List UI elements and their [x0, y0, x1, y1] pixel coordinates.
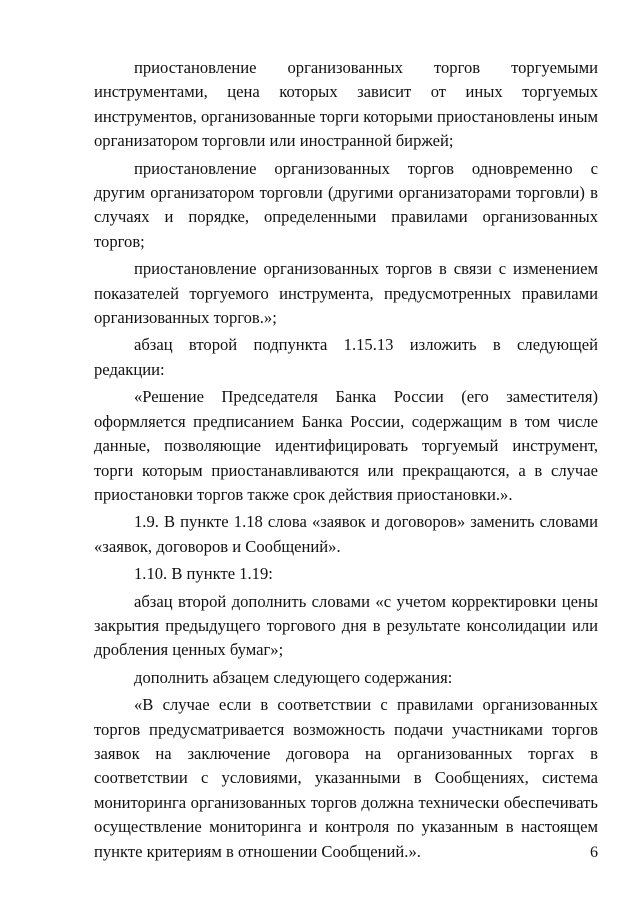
- paragraph-suspension-dependent-instruments: приостановление организованных торгов торгуемыми инструментами, цена которых зависит от иных торгуемых инструментов, организованные торги которыми приостановлены иным организатором торговли или иностранной биржей;: [94, 58, 598, 151]
- paragraph-suspension-simultaneous: приостановление организованных торгов одновременно с другим организатором торговли (другими организаторами торговли) в случаях и порядке, определенными правилами организованных торгов;: [94, 158, 598, 251]
- page-number: 6: [590, 844, 598, 861]
- paragraph-add-abzac: дополнить абзацем следующего содержания:: [134, 667, 453, 687]
- paragraph-item-1-9: 1.9. В пункте 1.18 слова «заявок и договоров» заменить словами «заявок, договоров и Сообщений».: [94, 512, 598, 556]
- paragraph-chairman-decision: «Решение Председателя Банка России (его заместителя) оформляется предписанием Банка России, содержащим в том числе данные, позволяющие идентифицировать торгуемый инструмент, торги которым приостанавливаются или прекращаются, а в случае приостановки торгов также срок действия приостановки.».: [94, 387, 598, 504]
- paragraph-suspension-indicators: приостановление организованных торгов в связи с изменением показателей торгуемого инструмента, предусмотренных правилами организованных торгов.»;: [94, 259, 598, 328]
- paragraph-monitoring-system: «В случае если в соответствии с правилами организованных торгов предусматривается возможность подачи участниками торгов заявок на заключение договора на организованных торгах в соответствии с условиями, указанными в Сообщениях, система мониторинга организованных торгов должна технически обеспечивать осуществление мониторинга и контроля по указанным в настоящем пункте критериям в отношении Сообщений.».: [94, 695, 598, 861]
- paragraph-second-abzac: абзац второй дополнить словами «с учетом корректировки цены закрытия предыдущего торгового дня в результате консолидации или дробления ценных бумаг»;: [94, 591, 598, 660]
- paragraph-item-1-10: 1.10. В пункте 1.19:: [134, 564, 273, 584]
- document-body: [94, 56, 598, 867]
- paragraph-amend-1-15-13: абзац второй подпункта 1.15.13 изложить в следующей редакции:: [94, 335, 598, 379]
